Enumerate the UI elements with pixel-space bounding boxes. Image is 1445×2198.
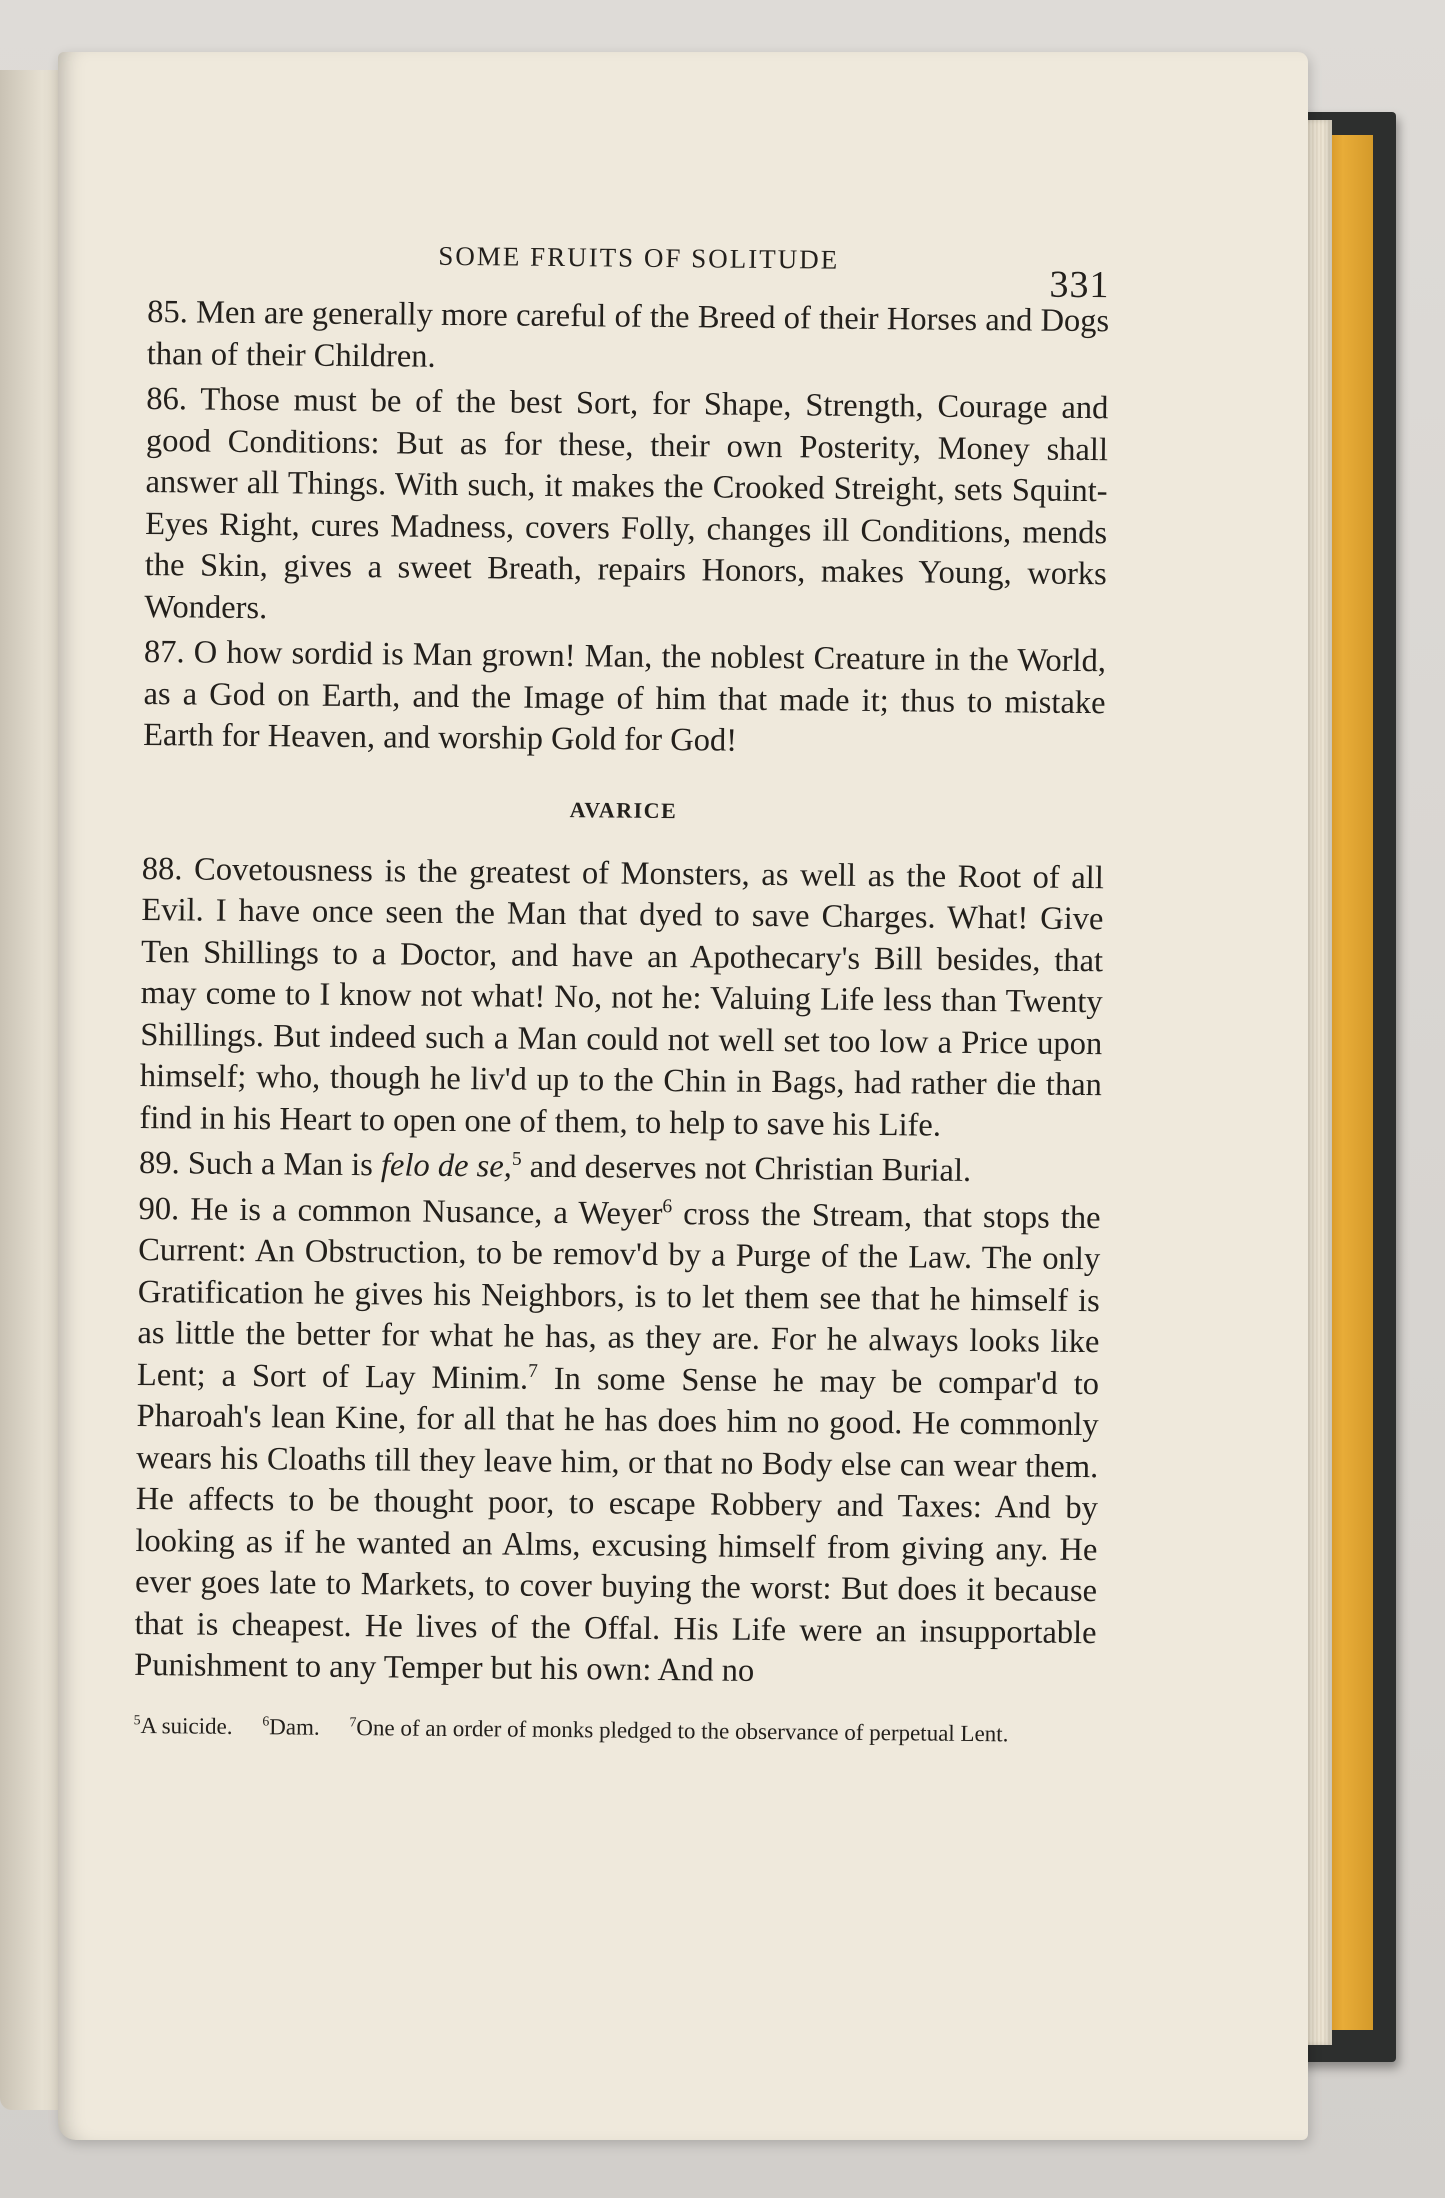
paragraph-90-text-a: 90. He is a common Nusance, a Weyer [138, 1190, 663, 1232]
paragraph-87: 87. O how sordid is Man grown! Man, the noblest Creature in the World, as a God on Earth, and the Image of him that made it; thus to mistake Earth for Heaven, and worship Gold for God! [142, 633, 1107, 759]
paragraph-89-text: 89. Such a Man is [138, 1144, 382, 1184]
footnote-6 [262, 1714, 320, 1740]
footnote-ref-7: 7 [528, 1360, 539, 1382]
section-heading: AVARICE [569, 796, 678, 823]
footnote-7 [349, 1715, 1008, 1746]
page-number: 331 [1049, 263, 1110, 307]
footnote-mark: 5 [133, 1711, 141, 1727]
footnote-mark: 7 [349, 1713, 357, 1729]
running-head [147, 232, 1110, 307]
page-text-block [134, 232, 1110, 1750]
paragraph-85: 85. Men are generally more careful of the Breed of their Horses and Dogs than of their Children. [146, 293, 1110, 375]
paragraph-88: 88. Covetousness is the greatest of Monsters, as well as the Root of all Evil. I have once seen the Man that dyed to save Charges. What! Give Ten Shillings to a Doctor, and have an Apothecary's Bill besides, that may come to I know not what! No, not he: Valuing Life less than Twenty Shillings. But indeed such a Man could not well set too low a Price upon himself; who, though he liv'd up to the Chin in Bags, had rather die than find in his Heart to open one of them, to help to save his Life. [139, 850, 1105, 1144]
footnote-ref-6: 6 [662, 1195, 673, 1217]
footnote-5 [134, 1712, 233, 1738]
paragraph-89-rest: and deserves not Christian Burial. [521, 1148, 972, 1189]
footnote-text: One of an order of monks pledged to the observance of perpetual Lent. [356, 1714, 1009, 1746]
running-title: SOME FRUITS OF SOLITUDE [438, 240, 840, 275]
paragraph-89 [139, 1143, 1101, 1194]
footnote-text: A suicide. [140, 1712, 233, 1739]
footnote-mark: 6 [262, 1713, 270, 1729]
paragraph-90-text-b: cross the Stream, that stops the Current: An Obstruction, to be remov'd by a Purge of the Law. The only Gratification he gives his Neighbors, is to let them see that he himself is as little the better for what he has, as they are. For he always looks like Lent; a Sort of Lay Minim. [136, 1195, 1101, 1397]
latin-phrase: felo de se, [380, 1147, 513, 1185]
footnote-text: Dam. [269, 1713, 320, 1740]
paragraph-86: 86. Those must be of the best Sort, for Shape, Strength, Courage and good Conditions: But as for these, their own Posterity, Money shall answer all Things. With such, it makes the Crooked Streight, sets Squint-Eyes Right, cures Madness, covers Folly, changes ill Conditions, mends the Skin, gives a sweet Breath, repairs Honors, makes Young, works Wonders. [144, 380, 1109, 626]
paragraph-90-text-c: In some Sense he may be compar'd to Pharoah's lean Kine, for all that he has does him no good. He commonly wears his Cloaths till they leave him, or that no Body else can wear them. He affects to be thought poor, to escape Robbery and Taxes: And by looking as if he wanted an Alms, excusing himself from giving any. He ever goes late to Markets, to cover buying the worst: But does it because that is cheapest. He lives of the Offal. His Life were an insupportable Punishment to any Temper but his own: And no [134, 1360, 1100, 1689]
footnote-ref-5: 5 [511, 1148, 522, 1170]
paragraph-90 [134, 1188, 1101, 1695]
